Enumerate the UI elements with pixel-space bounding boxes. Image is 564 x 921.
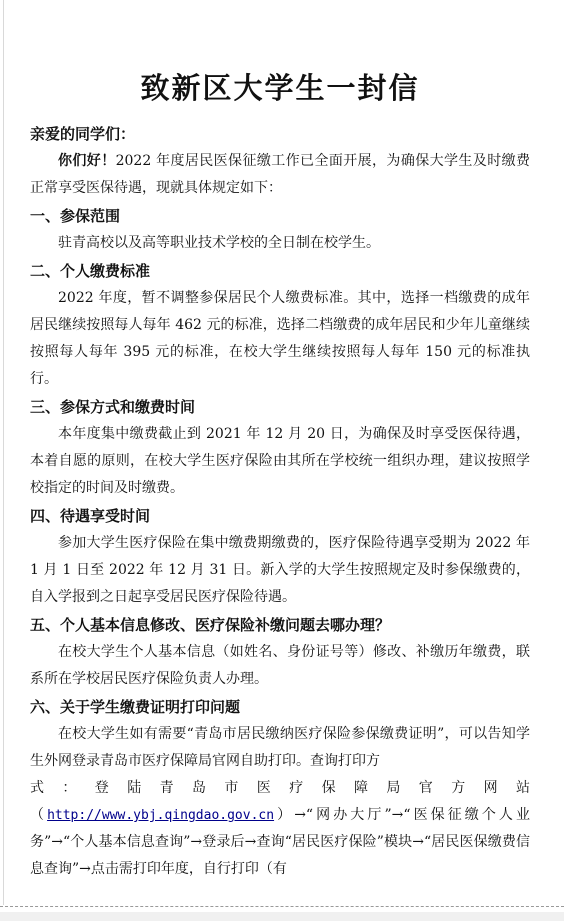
section-6-text-c: [30, 802, 530, 883]
intro-paragraph: [30, 148, 530, 202]
section-2-heading: 二、个人缴费标准: [30, 262, 151, 280]
intro-lead: 你们好！: [58, 153, 116, 169]
section-3-heading: 三、参保方式和缴费时间: [30, 398, 196, 416]
section-4-text: 参加大学生医疗保险在集中缴费期缴费的，医疗保险待遇享受期为 2022 年 1 月 1 日至 2022 年 12 月 31 日。新入学的大学生按照规定及时参保缴费的，自入学报到之日起享受居民医疗保险待遇。: [30, 535, 530, 605]
section-3-text: 本年度集中缴费截止到 2021 年 12 月 20 日，为确保及时享受医保待遇，本着自愿的原则，在校大学生医疗保险由其所在学校统一组织办理，建议按照学校指定的时间及时缴费。: [30, 426, 530, 496]
section-6-text-a: 在校大学生如有需要“青岛市居民缴纳医疗保险参保缴费证明”，可以告知学生外网登录青岛市医疗保障局官网自助打印。查询打印方: [30, 726, 530, 769]
section-1-heading: 一、参保范围: [30, 207, 121, 225]
section-5-heading: 五、个人基本信息修改、医疗保险补缴问题去哪办理？: [30, 616, 391, 634]
section-6-heading: 六、关于学生缴费证明打印问题: [30, 698, 241, 716]
paren-open: （: [30, 807, 48, 823]
section-5-text: 在校大学生个人基本信息（如姓名、身份证号等）修改、补缴历年缴费，联系所在学校居民医疗保险负责人办理。: [30, 644, 530, 687]
intro-text: 2022 年度居民医保征缴工作已全面开展，为确保大学生及时缴费正常享受医保待遇，现就具体规定如下：: [30, 153, 531, 196]
page-bottom-bar: [0, 912, 564, 921]
section-1-text: 驻青高校以及高等职业技术学校的全日制在校学生。: [58, 235, 380, 251]
page-bottom-divider: [0, 906, 564, 907]
salutation: 亲爱的同学们：: [30, 125, 136, 143]
page-title: 致新区大学生一封信: [140, 71, 420, 105]
steps-text: ）→“网办大厅”→“医保征缴个人业务”→“个人基本信息查询”→登录后→查询“居民医疗保险”模块→“居民医保缴费信息查询”→点击需打印年度，自行打印（有: [30, 807, 531, 877]
section-2-text: 2022 年度，暂不调整参保居民个人缴费标准。其中，选择一档缴费的成年居民继续按照每人每年 462 元的标准，选择二档缴费的成年居民和少年儿童继续按照每人每年 395 元的标准，在校大学生继续按照每人每年 150 元的标准执行。: [30, 290, 530, 387]
section-4-heading: 四、待遇享受时间: [30, 507, 151, 525]
section-6-text-b: 式 ： 登 陆 青 岛 市 医 疗 保 障 局 官 方 网 站: [30, 780, 530, 796]
letter-page: [30, 64, 530, 883]
official-site-link[interactable]: http://www.ybj.qingdao.gov.cn: [47, 808, 275, 823]
page-edge: [3, 0, 4, 905]
